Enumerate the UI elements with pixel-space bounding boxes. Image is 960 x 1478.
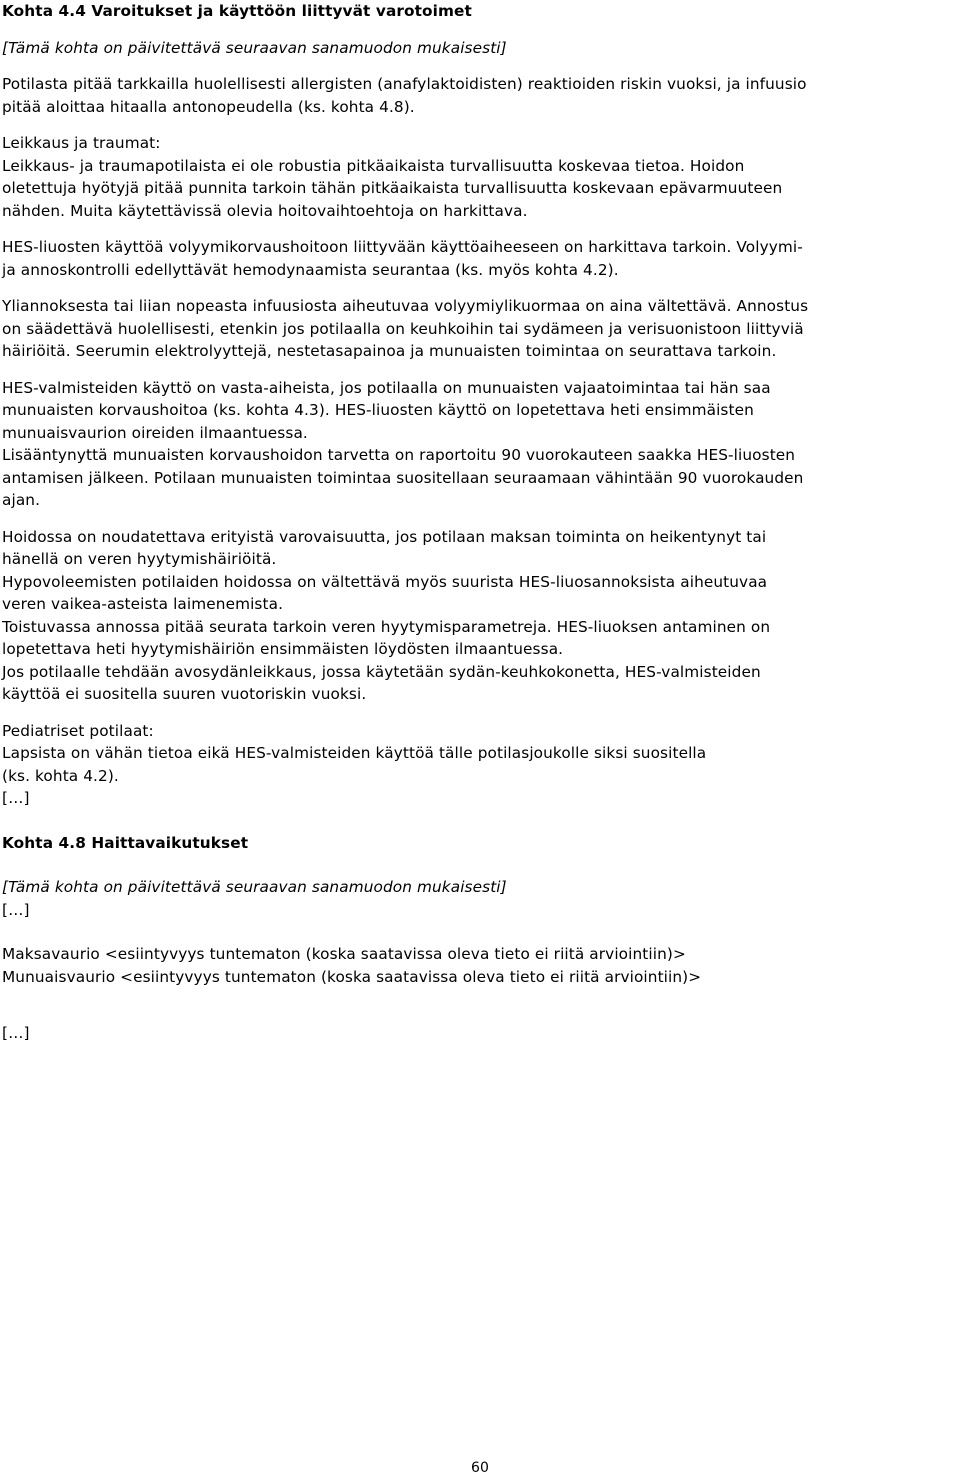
text-line: hänellä on veren hyytymishäiriöitä.	[2, 550, 277, 568]
text-line: nähden. Muita käytettävissä olevia hoitovaihtoehtoja on harkittava.	[2, 201, 528, 220]
paragraph-volume-replacement	[2, 236, 958, 281]
text-line: Hoidossa on noudatettava erityistä varovaisuutta, jos potilaan maksan toiminta on heikentynyt tai	[2, 527, 767, 546]
page-number: 60	[470, 1460, 489, 1476]
text-line: munuaisvaurion oireiden ilmaantuessa.	[2, 423, 308, 442]
adverse-effect-kidney: Munuaisvaurio <esiintyvyys tuntematon (koska saatavissa oleva tieto ei riitä arviointiin)>	[2, 967, 702, 986]
paragraph-surgery-trauma	[2, 132, 958, 222]
text-line: Potilasta pitää tarkkailla huolellisesti allergisten (anafylaktoidisten) reaktioiden riskin vuoksi, ja infuusio	[2, 75, 807, 93]
adverse-effects-list	[2, 943, 958, 988]
text-line: Lapsista on vähän tietoa eikä HES-valmisteiden käyttöä tälle potilasjoukolle siksi suositella	[2, 744, 707, 762]
text-line: Leikkaus- ja traumapotilaista ei ole robustia pitkäaikaista turvallisuutta koskevaa tietoa. Hoidon	[2, 156, 745, 175]
omission-marker: […]	[2, 789, 30, 807]
paragraph-renal	[2, 377, 958, 512]
text-line: käyttöä ei suositella suuren vuotoriskin vuoksi.	[2, 685, 367, 703]
text-line: ajan.	[2, 491, 41, 509]
text-line: Jos potilaalle tehdään avosydänleikkaus, jossa käytetään sydän-keuhkokonetta, HES-valmisteiden	[2, 662, 761, 681]
text-line: veren vaikea-asteista laimenemista.	[2, 595, 284, 613]
document-page	[2, 0, 958, 1045]
subheading-pediatric: Pediatriset potilaat:	[2, 721, 154, 740]
text-line: HES-valmisteiden käyttö on vasta-aiheista, jos potilaalla on munuaisten vajaatoimintaa tai hän saa	[2, 378, 771, 397]
paragraph-overdose	[2, 295, 958, 363]
text-line: antamisen jälkeen. Potilaan munuaisten toimintaa suositellaan seuraamaan vähintään 90 vuorokauden	[2, 468, 804, 487]
section-note: [Tämä kohta on päivitettävä seuraavan sanamuodon mukaisesti]	[2, 878, 507, 896]
omission-marker: […]	[2, 1024, 30, 1042]
text-line: HES-liuosten käyttöä volyymikorvaushoitoon liittyvään käyttöaiheeseen on harkittava tarkoin. Volyymi-	[2, 238, 803, 256]
text-line: oletettuja hyötyjä pitää punnita tarkoin tähän pitkäaikaista turvallisuutta koskevaan epävarmuuteen	[2, 179, 783, 197]
adverse-effect-liver: Maksavaurio <esiintyvyys tuntematon (koska saatavissa oleva tieto ei riitä arviointiin)>	[2, 945, 686, 963]
text-line: on säädettävä huolellisesti, etenkin jos potilaalla on keuhkoihin tai sydämeen ja verisuonistoon liittyviä	[2, 319, 804, 338]
paragraph-liver-coagulation	[2, 526, 958, 706]
text-line: munuaisten korvaushoitoa (ks. kohta 4.3). HES-liuosten käyttö on lopetettava heti ensimmäisten	[2, 401, 754, 419]
omission-marker: […]	[2, 900, 30, 919]
text-line: pitää aloittaa hitaalla antonopeudella (ks. kohta 4.8).	[2, 97, 415, 116]
text-line: ja annoskontrolli edellyttävät hemodynaamista seurantaa (ks. myös kohta 4.2).	[2, 260, 619, 279]
text-line: Yliannoksesta tai liian nopeasta infuusiosta aiheutuvaa volyymiylikuormaa on aina vältettävä. Annostus	[2, 297, 809, 315]
section-heading-4-4: Kohta 4.4 Varoitukset ja käyttöön liittyvät varotoimet	[2, 2, 472, 20]
section-heading-4-8: Kohta 4.8 Haittavaikutukset	[2, 833, 249, 852]
paragraph-allergic-reactions	[2, 73, 958, 118]
paragraph-pediatric	[2, 720, 958, 788]
text-line: Hypovoleemisten potilaiden hoidossa on vältettävä myös suurista HES-liuosannoksista aiheutuvaa	[2, 572, 768, 591]
subheading-surgery-trauma: Leikkaus ja traumat:	[2, 134, 161, 152]
text-line: Lisääntynyttä munuaisten korvaushoidon tarvetta on raportoitu 90 vuorokauteen saakka HES-liuosten	[2, 446, 796, 464]
text-line: (ks. kohta 4.2).	[2, 766, 119, 785]
section-note: [Tämä kohta on päivitettävä seuraavan sanamuodon mukaisesti]	[2, 38, 507, 57]
text-line: Toistuvassa annossa pitää seurata tarkoin veren hyytymisparametreja. HES-liuoksen antaminen on	[2, 617, 771, 636]
text-line: häiriöitä. Seerumin elektrolyyttejä, nestetasapainoa ja munuaisten toimintaa on seurattava tarkoin.	[2, 342, 777, 360]
text-line: lopetettava heti hyytymishäiriön ensimmäisten löydösten ilmaantuessa.	[2, 640, 564, 658]
